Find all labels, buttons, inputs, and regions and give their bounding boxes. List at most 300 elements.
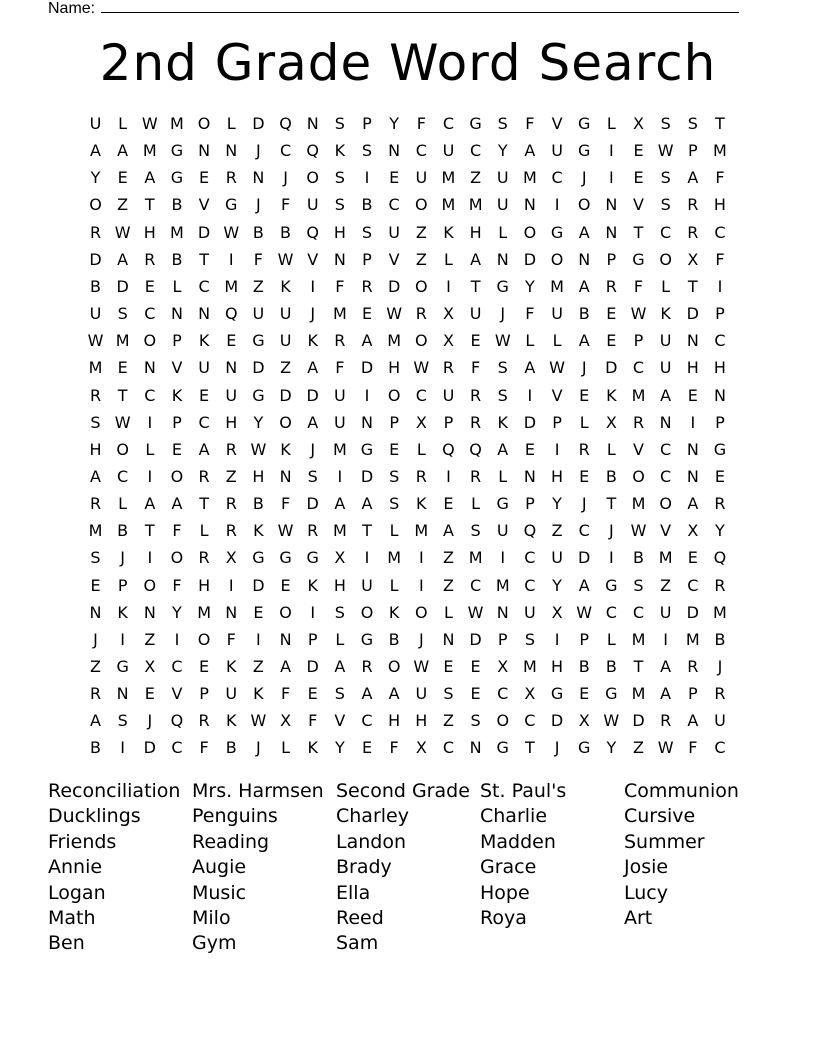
grid-letter[interactable]: J	[581, 358, 587, 378]
grid-letter[interactable]: L	[118, 494, 128, 514]
grid-letter[interactable]: E	[199, 168, 210, 188]
grid-letter[interactable]: A	[90, 466, 101, 486]
grid-letter[interactable]: K	[171, 385, 183, 405]
grid-letter[interactable]: P	[579, 629, 590, 649]
grid-letter[interactable]: F	[416, 114, 426, 133]
grid-letter[interactable]: J	[581, 168, 587, 188]
grid-letter[interactable]: R	[632, 412, 645, 432]
grid-letter[interactable]: J	[256, 141, 261, 161]
grid-letter[interactable]: E	[117, 358, 128, 378]
grid-letter[interactable]: P	[715, 304, 725, 324]
grid-letter[interactable]: M	[468, 548, 483, 568]
grid-letter[interactable]: R	[415, 466, 427, 486]
grid-letter[interactable]: C	[470, 141, 482, 161]
grid-letter[interactable]: T	[117, 385, 128, 405]
grid-letter[interactable]: I	[418, 548, 424, 568]
grid-letter[interactable]: E	[470, 331, 481, 351]
grid-letter[interactable]: I	[500, 548, 506, 568]
grid-letter[interactable]: B	[252, 222, 264, 242]
grid-letter[interactable]: R	[198, 466, 210, 486]
grid-letter[interactable]: C	[660, 222, 672, 242]
grid-letter[interactable]: I	[663, 629, 668, 649]
grid-letter[interactable]: U	[198, 358, 210, 378]
grid-letter[interactable]: N	[198, 141, 211, 161]
grid-letter[interactable]: H	[713, 358, 726, 378]
grid-letter[interactable]: H	[388, 358, 401, 378]
grid-letter[interactable]: F	[226, 629, 236, 649]
grid-letter[interactable]: O	[116, 439, 129, 459]
grid-letter[interactable]: G	[225, 195, 238, 215]
grid-letter[interactable]: R	[334, 331, 346, 351]
grid-letter[interactable]: T	[633, 657, 644, 676]
grid-letter[interactable]: F	[280, 684, 291, 704]
grid-letter[interactable]: B	[225, 738, 237, 758]
grid-letter[interactable]: I	[418, 575, 424, 595]
grid-letter[interactable]: E	[171, 439, 182, 459]
grid-letter[interactable]: D	[686, 304, 699, 324]
grid-letter[interactable]: X	[415, 738, 427, 758]
grid-letter[interactable]: J	[93, 629, 98, 649]
grid-letter[interactable]: C	[198, 412, 210, 432]
grid-letter[interactable]: X	[605, 412, 617, 432]
grid-letter[interactable]: S	[117, 304, 128, 324]
grid-letter[interactable]: R	[415, 304, 427, 324]
grid-letter[interactable]: J	[717, 657, 723, 676]
grid-letter[interactable]: M	[522, 657, 537, 676]
grid-letter[interactable]: O	[170, 548, 184, 568]
grid-letter[interactable]: U	[361, 575, 373, 595]
grid-letter[interactable]: C	[144, 385, 156, 405]
grid-letter[interactable]: N	[198, 304, 211, 324]
grid-letter[interactable]: M	[631, 684, 646, 704]
grid-letter[interactable]: T	[470, 276, 481, 296]
grid-letter[interactable]: N	[686, 466, 699, 486]
grid-letter[interactable]: E	[253, 602, 264, 622]
grid-letter[interactable]: W	[277, 521, 294, 541]
grid-letter[interactable]: P	[307, 629, 318, 649]
grid-letter[interactable]: M	[631, 494, 646, 514]
grid-letter[interactable]: K	[388, 602, 400, 622]
grid-letter[interactable]: E	[117, 168, 128, 188]
grid-letter[interactable]: Z	[415, 249, 427, 269]
grid-letter[interactable]: R	[144, 249, 156, 269]
grid-letter[interactable]: G	[713, 439, 727, 459]
grid-letter[interactable]: G	[306, 548, 319, 568]
grid-letter[interactable]: C	[497, 684, 509, 704]
grid-letter[interactable]: C	[361, 711, 373, 731]
grid-letter[interactable]: P	[199, 684, 209, 704]
grid-letter[interactable]: E	[226, 331, 237, 351]
grid-letter[interactable]: G	[577, 738, 591, 758]
grid-letter[interactable]: M	[224, 276, 239, 296]
grid-letter[interactable]: A	[307, 358, 319, 378]
grid-letter[interactable]: L	[579, 412, 589, 432]
grid-letter[interactable]: M	[495, 575, 510, 595]
grid-letter[interactable]: I	[228, 575, 234, 595]
grid-letter[interactable]: G	[496, 494, 509, 514]
grid-letter[interactable]: R	[605, 276, 617, 296]
grid-letter[interactable]: R	[687, 657, 699, 676]
grid-letter[interactable]: Y	[389, 114, 400, 133]
grid-letter[interactable]: R	[714, 494, 726, 514]
grid-letter[interactable]: B	[578, 657, 590, 676]
grid-letter[interactable]: J	[581, 494, 587, 514]
grid-letter[interactable]: B	[90, 276, 101, 296]
grid-letter[interactable]: P	[633, 331, 644, 351]
grid-letter[interactable]: L	[443, 249, 453, 269]
grid-letter[interactable]: M	[332, 439, 347, 459]
grid-letter[interactable]: G	[469, 114, 482, 133]
grid-letter[interactable]: G	[550, 222, 564, 242]
grid-letter[interactable]: A	[497, 439, 509, 459]
grid-letter[interactable]: O	[279, 602, 292, 622]
grid-letter[interactable]: I	[174, 629, 180, 649]
grid-letter[interactable]: F	[335, 276, 345, 296]
grid-letter[interactable]: G	[170, 168, 184, 188]
grid-letter[interactable]: W	[494, 331, 511, 351]
grid-letter[interactable]: P	[497, 629, 508, 649]
grid-letter[interactable]: L	[172, 276, 182, 296]
grid-letter[interactable]: I	[120, 738, 125, 758]
grid-letter[interactable]: N	[496, 249, 509, 269]
grid-letter[interactable]: N	[361, 412, 373, 432]
grid-letter[interactable]: L	[416, 439, 426, 459]
grid-letter[interactable]: Z	[252, 657, 264, 676]
grid-letter[interactable]: R	[89, 385, 102, 405]
grid-letter[interactable]: A	[90, 711, 101, 731]
grid-letter[interactable]: I	[446, 276, 451, 296]
grid-letter[interactable]: I	[554, 629, 560, 649]
grid-letter[interactable]: U	[659, 331, 672, 351]
grid-letter[interactable]: D	[252, 358, 265, 378]
grid-letter[interactable]: S	[443, 684, 454, 704]
grid-letter[interactable]: O	[577, 195, 591, 215]
grid-letter[interactable]: U	[551, 141, 563, 161]
grid-letter[interactable]: P	[172, 331, 182, 351]
grid-letter[interactable]: V	[633, 439, 644, 459]
grid-letter[interactable]: T	[687, 276, 698, 296]
grid-letter[interactable]: V	[551, 114, 563, 133]
grid-letter[interactable]: E	[199, 385, 210, 405]
grid-letter[interactable]: I	[554, 195, 560, 215]
grid-letter[interactable]: L	[498, 466, 508, 486]
grid-letter[interactable]: O	[415, 602, 428, 622]
grid-letter[interactable]: S	[361, 222, 373, 242]
grid-letter[interactable]: L	[281, 738, 290, 758]
grid-letter[interactable]: Y	[525, 276, 535, 296]
grid-letter[interactable]: K	[198, 331, 210, 351]
grid-letter[interactable]: E	[389, 168, 400, 188]
grid-letter[interactable]: C	[415, 141, 427, 161]
grid-letter[interactable]: P	[362, 114, 372, 133]
grid-letter[interactable]: P	[552, 412, 562, 432]
grid-letter[interactable]: W	[657, 738, 674, 758]
grid-letter[interactable]: Z	[415, 222, 427, 242]
grid-letter[interactable]: I	[337, 466, 343, 486]
grid-letter[interactable]: Z	[252, 276, 264, 296]
grid-letter[interactable]: K	[117, 602, 128, 622]
grid-letter[interactable]: P	[389, 412, 399, 432]
grid-letter[interactable]: R	[225, 494, 237, 514]
grid-letter[interactable]: U	[442, 141, 455, 161]
grid-letter[interactable]: J	[310, 439, 316, 459]
grid-letter[interactable]: K	[226, 711, 237, 731]
grid-letter[interactable]: R	[660, 711, 672, 731]
grid-letter[interactable]: R	[198, 711, 210, 731]
grid-letter[interactable]: M	[170, 114, 184, 133]
grid-letter[interactable]: J	[500, 304, 506, 324]
grid-letter[interactable]: L	[552, 331, 562, 351]
grid-letter[interactable]: M	[115, 331, 130, 351]
grid-letter[interactable]: U	[659, 358, 672, 378]
grid-letter[interactable]: C	[171, 738, 183, 758]
grid-letter[interactable]: M	[522, 168, 537, 188]
grid-letter[interactable]: A	[198, 439, 210, 459]
grid-letter[interactable]: Y	[606, 738, 617, 758]
grid-letter[interactable]: S	[307, 466, 318, 486]
grid-letter[interactable]: K	[660, 304, 671, 324]
grid-letter[interactable]: C	[524, 548, 536, 568]
grid-letter[interactable]: N	[713, 385, 726, 405]
grid-letter[interactable]: I	[228, 249, 234, 269]
grid-letter[interactable]: D	[89, 249, 102, 269]
grid-letter[interactable]: M	[441, 195, 456, 215]
grid-letter[interactable]: S	[497, 114, 508, 133]
grid-letter[interactable]: R	[198, 548, 210, 568]
grid-letter[interactable]: Y	[715, 521, 725, 541]
grid-letter[interactable]: N	[225, 358, 238, 378]
grid-letter[interactable]: M	[713, 141, 727, 161]
grid-letter[interactable]: U	[415, 168, 428, 188]
grid-letter[interactable]: F	[172, 575, 182, 595]
grid-letter[interactable]: L	[443, 602, 453, 622]
grid-letter[interactable]: R	[361, 276, 373, 296]
grid-letter[interactable]: U	[388, 222, 400, 242]
grid-letter[interactable]: O	[89, 195, 102, 215]
grid-letter[interactable]: M	[631, 629, 646, 649]
grid-letter[interactable]: O	[197, 114, 211, 133]
grid-letter[interactable]: L	[606, 114, 616, 133]
grid-letter[interactable]: D	[550, 711, 564, 731]
grid-letter[interactable]: B	[633, 548, 644, 568]
grid-letter[interactable]: J	[608, 521, 614, 541]
grid-letter[interactable]: M	[332, 521, 347, 541]
grid-letter[interactable]: U	[551, 304, 563, 324]
grid-letter[interactable]: X	[442, 331, 454, 351]
grid-letter[interactable]: S	[389, 466, 400, 486]
grid-letter[interactable]: V	[334, 711, 346, 731]
grid-letter[interactable]: D	[116, 276, 129, 296]
grid-letter[interactable]: C	[415, 385, 427, 405]
grid-letter[interactable]: H	[89, 439, 102, 459]
grid-letter[interactable]: Z	[470, 168, 482, 188]
grid-letter[interactable]: O	[360, 602, 374, 622]
grid-letter[interactable]: C	[687, 575, 699, 595]
grid-letter[interactable]: K	[416, 494, 427, 514]
grid-letter[interactable]: M	[658, 548, 673, 568]
grid-letter[interactable]: I	[364, 548, 370, 568]
grid-letter[interactable]: F	[280, 494, 291, 514]
grid-letter[interactable]: A	[90, 141, 101, 161]
grid-letter[interactable]: D	[523, 249, 537, 269]
grid-letter[interactable]: M	[713, 602, 727, 622]
grid-letter[interactable]: K	[307, 575, 318, 595]
grid-letter[interactable]: M	[142, 141, 157, 161]
grid-letter[interactable]: W	[114, 412, 131, 432]
grid-letter[interactable]: S	[334, 602, 345, 622]
grid-letter[interactable]: D	[387, 276, 401, 296]
grid-letter[interactable]: P	[687, 684, 698, 704]
grid-letter[interactable]: K	[280, 439, 291, 459]
grid-letter[interactable]: N	[306, 114, 319, 133]
grid-letter[interactable]: N	[225, 141, 238, 161]
grid-letter[interactable]: A	[117, 249, 129, 269]
grid-letter[interactable]: C	[171, 657, 183, 676]
grid-letter[interactable]: W	[114, 222, 131, 242]
grid-letter[interactable]: W	[87, 331, 104, 351]
grid-letter[interactable]: G	[360, 629, 374, 649]
grid-letter[interactable]: H	[198, 575, 211, 595]
grid-letter[interactable]: N	[686, 331, 699, 351]
grid-letter[interactable]: U	[89, 304, 102, 324]
grid-letter[interactable]: D	[360, 358, 374, 378]
grid-letter[interactable]: W	[549, 358, 565, 378]
grid-letter[interactable]: I	[608, 168, 614, 188]
grid-letter[interactable]: T	[199, 249, 209, 269]
grid-letter[interactable]: O	[415, 195, 428, 215]
grid-letter[interactable]: U	[469, 304, 482, 324]
grid-letter[interactable]: F	[199, 738, 209, 758]
grid-letter[interactable]: V	[198, 195, 210, 215]
grid-letter[interactable]: A	[687, 168, 699, 188]
grid-letter[interactable]: O	[632, 466, 645, 486]
grid-letter[interactable]: X	[687, 249, 699, 269]
grid-letter[interactable]: Q	[442, 439, 455, 459]
grid-letter[interactable]: A	[578, 222, 590, 242]
grid-letter[interactable]: R	[714, 684, 726, 704]
grid-letter[interactable]: R	[578, 439, 590, 459]
grid-letter[interactable]: I	[147, 412, 153, 432]
grid-letter[interactable]: W	[141, 114, 158, 133]
grid-letter[interactable]: U	[442, 385, 455, 405]
grid-letter[interactable]: M	[468, 195, 483, 215]
grid-letter[interactable]: S	[633, 575, 644, 595]
grid-letter[interactable]: U	[252, 304, 265, 324]
grid-letter[interactable]: N	[523, 195, 536, 215]
grid-letter[interactable]: S	[524, 629, 535, 649]
grid-letter[interactable]: N	[523, 466, 536, 486]
grid-letter[interactable]: L	[145, 439, 155, 459]
grid-letter[interactable]: V	[307, 249, 319, 269]
grid-letter[interactable]: L	[606, 629, 616, 649]
grid-letter[interactable]: W	[603, 711, 620, 731]
grid-letter[interactable]: Z	[90, 657, 101, 676]
grid-letter[interactable]: A	[660, 385, 672, 405]
grid-letter[interactable]: S	[660, 114, 671, 133]
grid-letter[interactable]: K	[443, 222, 454, 242]
grid-letter[interactable]: C	[632, 602, 645, 622]
grid-letter[interactable]: J	[310, 304, 316, 324]
grid-letter[interactable]: V	[171, 358, 183, 378]
grid-letter[interactable]: V	[171, 684, 183, 704]
grid-letter[interactable]: Z	[280, 358, 292, 378]
grid-letter[interactable]: Y	[172, 602, 182, 622]
grid-letter[interactable]: R	[687, 195, 699, 215]
grid-letter[interactable]: A	[307, 412, 319, 432]
grid-letter[interactable]: S	[660, 168, 671, 188]
grid-letter[interactable]: N	[469, 738, 482, 758]
grid-letter[interactable]: E	[687, 548, 698, 568]
grid-letter[interactable]: A	[442, 521, 454, 541]
grid-letter[interactable]: E	[579, 466, 590, 486]
grid-letter[interactable]: G	[252, 548, 265, 568]
grid-letter[interactable]: L	[335, 629, 345, 649]
grid-letter[interactable]: Z	[117, 195, 129, 215]
grid-letter[interactable]: F	[633, 276, 644, 296]
grid-letter[interactable]: A	[578, 276, 590, 296]
grid-letter[interactable]: P	[443, 412, 454, 432]
grid-letter[interactable]: A	[144, 168, 156, 188]
grid-letter[interactable]: B	[280, 222, 292, 242]
grid-letter[interactable]: J	[554, 738, 560, 758]
grid-letter[interactable]: A	[361, 331, 373, 351]
grid-letter[interactable]: Q	[306, 222, 319, 242]
grid-letter[interactable]: T	[633, 222, 644, 242]
grid-letter[interactable]: F	[688, 738, 698, 758]
grid-letter[interactable]: U	[496, 521, 509, 541]
grid-letter[interactable]: S	[334, 684, 345, 704]
grid-letter[interactable]: Z	[442, 711, 454, 731]
grid-letter[interactable]: D	[197, 222, 211, 242]
grid-letter[interactable]: N	[686, 439, 699, 459]
grid-letter[interactable]: F	[715, 168, 725, 188]
grid-letter[interactable]: K	[253, 684, 264, 704]
grid-letter[interactable]: G	[550, 684, 564, 704]
grid-letter[interactable]: R	[225, 439, 237, 459]
grid-letter[interactable]: H	[143, 222, 156, 242]
grid-letter[interactable]: Z	[225, 466, 237, 486]
grid-letter[interactable]: K	[334, 141, 346, 161]
grid-letter[interactable]: N	[225, 602, 238, 622]
grid-letter[interactable]: Y	[552, 494, 562, 514]
grid-letter[interactable]: G	[605, 575, 618, 595]
grid-letter[interactable]: C	[632, 358, 645, 378]
grid-letter[interactable]: H	[551, 466, 564, 486]
grid-letter[interactable]: Q	[523, 521, 537, 541]
grid-letter[interactable]: N	[279, 629, 292, 649]
grid-letter[interactable]: A	[687, 494, 699, 514]
grid-letter[interactable]: S	[334, 195, 345, 215]
grid-letter[interactable]: S	[687, 114, 698, 133]
grid-letter[interactable]: X	[551, 602, 563, 622]
grid-letter[interactable]: L	[661, 276, 671, 296]
grid-letter[interactable]: N	[116, 684, 129, 704]
grid-letter[interactable]: A	[524, 358, 536, 378]
grid-letter[interactable]: O	[659, 249, 672, 269]
grid-letter[interactable]: E	[633, 141, 644, 161]
grid-letter[interactable]: B	[90, 738, 101, 758]
grid-letter[interactable]: R	[470, 412, 482, 432]
grid-letter[interactable]: K	[280, 276, 291, 296]
grid-letter[interactable]: H	[252, 466, 265, 486]
grid-letter[interactable]: A	[361, 684, 373, 704]
grid-letter[interactable]: L	[471, 494, 481, 514]
grid-letter[interactable]: Q	[469, 439, 482, 459]
grid-letter[interactable]: I	[364, 385, 370, 405]
grid-letter[interactable]: A	[578, 575, 590, 595]
grid-letter[interactable]: O	[197, 629, 211, 649]
grid-letter[interactable]: W	[467, 602, 484, 622]
